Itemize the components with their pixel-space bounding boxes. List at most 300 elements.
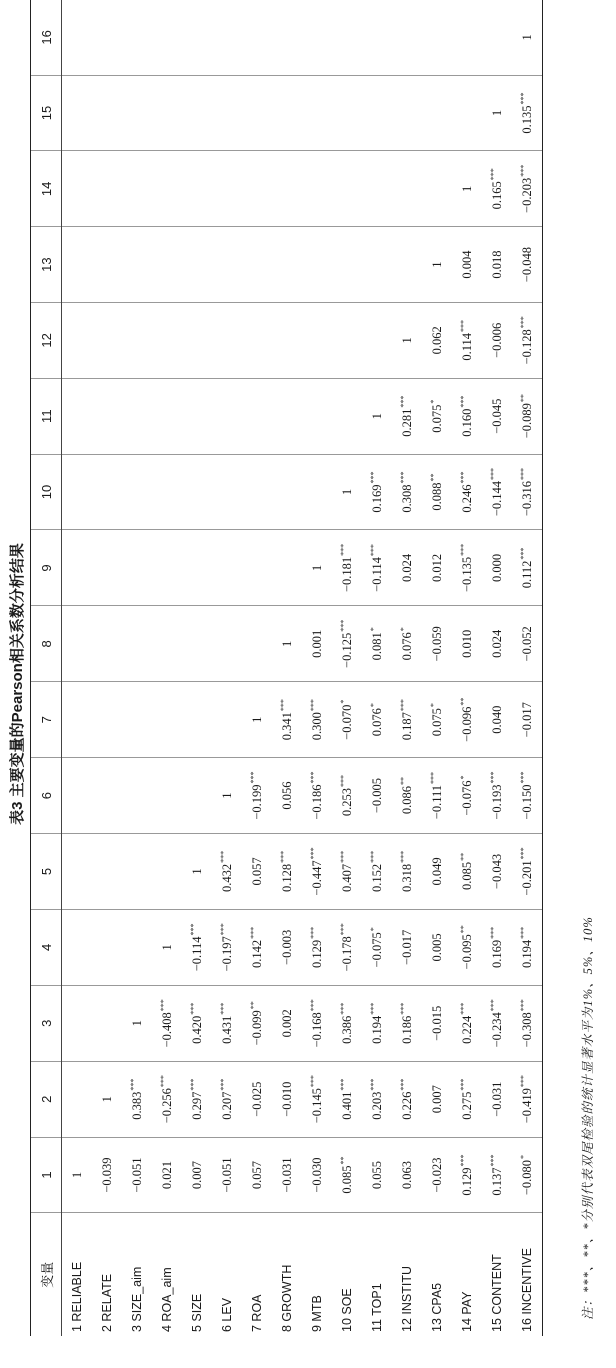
correlation-cell: −0.052 — [512, 606, 543, 682]
variable-name: 2 RELATE — [100, 1273, 114, 1332]
correlation-cell — [302, 454, 332, 530]
correlation-cell: 0.007 — [182, 1137, 212, 1213]
correlation-cell: 1 — [362, 378, 392, 454]
header-col-7: 7 — [31, 682, 62, 758]
correlation-cell: −0.197*** — [212, 909, 242, 985]
correlation-cell — [122, 682, 152, 758]
correlation-cell: 0.112*** — [512, 530, 543, 606]
header-row — [31, 0, 62, 1336]
correlation-cell — [152, 0, 182, 75]
correlation-cell: 0.012 — [422, 530, 452, 606]
correlation-cell: 0.000 — [482, 530, 512, 606]
correlation-cell — [152, 758, 182, 834]
correlation-cell — [92, 682, 122, 758]
correlation-cell: 0.001 — [302, 606, 332, 682]
correlation-cell: 0.275*** — [452, 1061, 482, 1137]
table-row — [512, 0, 543, 1336]
correlation-cell: −0.017 — [512, 682, 543, 758]
correlation-cell — [122, 302, 152, 378]
correlation-cell: 0.246*** — [452, 454, 482, 530]
correlation-cell: −0.099** — [242, 985, 272, 1061]
table-row — [332, 0, 362, 1336]
correlation-cell: −0.017 — [392, 909, 422, 985]
correlation-cell: 0.075* — [422, 378, 452, 454]
variable-name: 8 GROWTH — [280, 1264, 294, 1332]
correlation-cell: −0.075* — [362, 909, 392, 985]
header-variable: 变量 — [31, 1213, 62, 1336]
correlation-cell — [422, 0, 452, 75]
correlation-cell: −0.051 — [212, 1137, 242, 1213]
correlation-cell — [182, 606, 212, 682]
correlation-cell — [242, 378, 272, 454]
correlation-cell: 0.049 — [422, 834, 452, 910]
correlation-cell — [62, 0, 93, 75]
correlation-cell: −0.031 — [272, 1137, 302, 1213]
correlation-cell: −0.234*** — [482, 985, 512, 1061]
correlation-cell — [302, 378, 332, 454]
correlation-cell — [272, 151, 302, 227]
correlation-cell — [152, 834, 182, 910]
correlation-cell: 0.062 — [422, 302, 452, 378]
correlation-cell: 0.420*** — [182, 985, 212, 1061]
correlation-cell: 0.007 — [422, 1061, 452, 1137]
correlation-cell — [272, 454, 302, 530]
correlation-cell: 1 — [212, 758, 242, 834]
correlation-cell: 1 — [512, 0, 543, 75]
correlation-cell: −0.080* — [512, 1137, 543, 1213]
variable-name: 15 CONTENT — [490, 1254, 504, 1332]
correlation-table — [30, 0, 543, 1336]
variable-name: 16 INCENTIVE — [512, 1213, 543, 1336]
header-col-2: 2 — [31, 1061, 62, 1137]
correlation-cell — [92, 606, 122, 682]
correlation-cell: 0.085** — [452, 834, 482, 910]
correlation-cell: 0.002 — [272, 985, 302, 1061]
correlation-cell: −0.125*** — [332, 606, 362, 682]
correlation-cell: 0.005 — [422, 909, 452, 985]
correlation-cell — [302, 0, 332, 75]
correlation-cell — [62, 302, 93, 378]
correlation-cell: −0.193*** — [482, 758, 512, 834]
correlation-cell: 0.152*** — [362, 834, 392, 910]
correlation-cell — [92, 758, 122, 834]
table-row — [302, 0, 332, 1336]
correlation-cell — [302, 302, 332, 378]
correlation-cell: 0.063 — [392, 1137, 422, 1213]
correlation-cell — [392, 227, 422, 303]
correlation-cell: 0.114*** — [452, 302, 482, 378]
correlation-cell: 0.341*** — [272, 682, 302, 758]
table-row — [392, 0, 422, 1336]
correlation-cell — [152, 151, 182, 227]
correlation-cell: 0.431*** — [212, 985, 242, 1061]
correlation-cell: −0.048 — [512, 227, 543, 303]
correlation-cell — [92, 530, 122, 606]
correlation-cell — [62, 227, 93, 303]
correlation-cell — [332, 227, 362, 303]
variable-name: 1 RELIABLE — [70, 1261, 84, 1332]
correlation-cell: 0.081* — [362, 606, 392, 682]
correlation-cell — [62, 151, 93, 227]
correlation-cell — [152, 682, 182, 758]
correlation-cell: 0.018 — [482, 227, 512, 303]
correlation-cell — [332, 378, 362, 454]
header-col-13: 13 — [31, 227, 62, 303]
correlation-cell: −0.144*** — [482, 454, 512, 530]
variable-name: 10 SOE — [340, 1288, 354, 1332]
table-row — [122, 0, 152, 1336]
correlation-cell — [182, 302, 212, 378]
correlation-cell: 1 — [392, 302, 422, 378]
correlation-cell — [92, 227, 122, 303]
correlation-cell — [62, 530, 93, 606]
correlation-cell — [362, 227, 392, 303]
correlation-cell: −0.203*** — [512, 151, 543, 227]
table-row — [272, 0, 302, 1336]
correlation-cell: −0.051 — [122, 1137, 152, 1213]
correlation-cell: 0.165*** — [482, 151, 512, 227]
correlation-cell — [62, 758, 93, 834]
correlation-cell — [392, 75, 422, 151]
correlation-cell: 0.021 — [152, 1137, 182, 1213]
correlation-cell — [332, 75, 362, 151]
correlation-cell: 0.086** — [392, 758, 422, 834]
header-col-9: 9 — [31, 530, 62, 606]
correlation-cell — [422, 75, 452, 151]
header-col-15: 15 — [31, 75, 62, 151]
correlation-cell: −0.089** — [512, 378, 543, 454]
header-col-10: 10 — [31, 454, 62, 530]
correlation-cell: 1 — [332, 454, 362, 530]
table-row — [92, 0, 122, 1336]
correlation-cell — [212, 151, 242, 227]
correlation-cell: 0.076* — [392, 606, 422, 682]
correlation-cell: 1 — [92, 1061, 122, 1137]
correlation-cell — [122, 909, 152, 985]
correlation-cell: −0.145*** — [302, 1061, 332, 1137]
correlation-cell: −0.419*** — [512, 1061, 543, 1137]
correlation-cell — [152, 454, 182, 530]
correlation-cell: −0.095** — [452, 909, 482, 985]
correlation-cell — [212, 454, 242, 530]
correlation-cell: 0.004 — [452, 227, 482, 303]
correlation-cell — [332, 151, 362, 227]
correlation-cell — [92, 75, 122, 151]
correlation-cell: 0.135*** — [512, 75, 543, 151]
correlation-cell — [452, 0, 482, 75]
correlation-cell: −0.030 — [302, 1137, 332, 1213]
table-row — [182, 0, 212, 1336]
correlation-cell: 0.160*** — [452, 378, 482, 454]
header-col-12: 12 — [31, 302, 62, 378]
correlation-cell — [152, 302, 182, 378]
correlation-cell: 0.128*** — [272, 834, 302, 910]
correlation-cell: 0.224*** — [452, 985, 482, 1061]
correlation-cell: 0.075* — [422, 682, 452, 758]
correlation-cell: 0.088** — [422, 454, 452, 530]
correlation-cell: 0.318*** — [392, 834, 422, 910]
correlation-cell — [92, 985, 122, 1061]
correlation-cell — [242, 0, 272, 75]
correlation-cell — [62, 682, 93, 758]
correlation-cell: 0.085** — [332, 1137, 362, 1213]
header-col-8: 8 — [31, 606, 62, 682]
correlation-cell — [182, 530, 212, 606]
correlation-cell: 1 — [152, 909, 182, 985]
correlation-cell — [122, 758, 152, 834]
correlation-cell: 0.308*** — [392, 454, 422, 530]
correlation-cell: 0.281*** — [392, 378, 422, 454]
correlation-cell — [122, 606, 152, 682]
correlation-cell — [62, 985, 93, 1061]
correlation-cell: −0.168*** — [302, 985, 332, 1061]
variable-name: 14 PAY — [460, 1291, 474, 1332]
footnote: 注：***、**、*分别代表双尾检验的统计显著水平为1%、5%、10% — [581, 916, 595, 1320]
correlation-cell: −0.045 — [482, 378, 512, 454]
correlation-cell — [92, 302, 122, 378]
correlation-cell: 0.386*** — [332, 985, 362, 1061]
correlation-cell — [62, 1061, 93, 1137]
correlation-cell: −0.043 — [482, 834, 512, 910]
correlation-cell — [92, 151, 122, 227]
correlation-cell — [122, 227, 152, 303]
correlation-cell — [392, 151, 422, 227]
correlation-cell: 0.024 — [482, 606, 512, 682]
correlation-cell: 0.129*** — [452, 1137, 482, 1213]
correlation-cell — [242, 302, 272, 378]
correlation-cell — [212, 682, 242, 758]
correlation-cell — [362, 151, 392, 227]
correlation-cell — [242, 606, 272, 682]
correlation-cell — [122, 75, 152, 151]
correlation-cell — [182, 378, 212, 454]
header-col-6: 6 — [31, 758, 62, 834]
correlation-cell: −0.059 — [422, 606, 452, 682]
correlation-cell — [152, 530, 182, 606]
correlation-cell: −0.076* — [452, 758, 482, 834]
correlation-cell — [212, 227, 242, 303]
correlation-cell: −0.114*** — [362, 530, 392, 606]
correlation-cell: 0.432*** — [212, 834, 242, 910]
correlation-cell — [62, 75, 93, 151]
correlation-cell: −0.006 — [482, 302, 512, 378]
correlation-cell — [182, 75, 212, 151]
correlation-cell: 1 — [122, 985, 152, 1061]
header-col-4: 4 — [31, 909, 62, 985]
variable-name: 3 SIZE_aim — [130, 1266, 144, 1332]
correlation-cell — [182, 758, 212, 834]
correlation-cell: −0.114*** — [182, 909, 212, 985]
correlation-cell: −0.070* — [332, 682, 362, 758]
correlation-cell — [362, 302, 392, 378]
correlation-cell — [182, 227, 212, 303]
correlation-cell — [122, 378, 152, 454]
correlation-cell: −0.316*** — [512, 454, 543, 530]
correlation-cell: 0.297*** — [182, 1061, 212, 1137]
correlation-cell: −0.199*** — [242, 758, 272, 834]
correlation-cell: 0.169*** — [482, 909, 512, 985]
correlation-cell — [62, 378, 93, 454]
correlation-cell — [92, 909, 122, 985]
correlation-cell — [482, 0, 512, 75]
correlation-cell: −0.015 — [422, 985, 452, 1061]
header-col-11: 11 — [31, 378, 62, 454]
correlation-cell: −0.010 — [272, 1061, 302, 1137]
variable-name: 5 SIZE — [190, 1293, 204, 1332]
correlation-cell — [332, 302, 362, 378]
correlation-cell: −0.096** — [452, 682, 482, 758]
correlation-cell: −0.181*** — [332, 530, 362, 606]
correlation-cell: 0.194*** — [512, 909, 543, 985]
correlation-cell: 0.056 — [272, 758, 302, 834]
correlation-cell: −0.256*** — [152, 1061, 182, 1137]
correlation-cell: 1 — [422, 227, 452, 303]
header-col-5: 5 — [31, 834, 62, 910]
correlation-cell: −0.005 — [362, 758, 392, 834]
correlation-cell: 0.203*** — [362, 1061, 392, 1137]
correlation-cell — [452, 75, 482, 151]
correlation-cell: −0.186*** — [302, 758, 332, 834]
correlation-cell — [272, 0, 302, 75]
correlation-cell — [182, 454, 212, 530]
correlation-cell: 0.407*** — [332, 834, 362, 910]
correlation-cell: 1 — [242, 682, 272, 758]
correlation-cell: 0.194*** — [362, 985, 392, 1061]
header-col-3: 3 — [31, 985, 62, 1061]
correlation-cell — [272, 227, 302, 303]
correlation-cell: 0.057 — [242, 834, 272, 910]
header-col-16: 16 — [31, 0, 62, 75]
correlation-cell: −0.003 — [272, 909, 302, 985]
correlation-cell — [242, 530, 272, 606]
table-row — [152, 0, 182, 1336]
correlation-cell — [182, 0, 212, 75]
correlation-cell: 0.186*** — [392, 985, 422, 1061]
correlation-cell — [272, 302, 302, 378]
correlation-cell: 0.401*** — [332, 1061, 362, 1137]
correlation-cell: 0.076* — [362, 682, 392, 758]
correlation-cell — [272, 378, 302, 454]
correlation-cell: −0.308*** — [512, 985, 543, 1061]
correlation-cell — [182, 151, 212, 227]
correlation-cell — [302, 151, 332, 227]
correlation-cell — [362, 0, 392, 75]
table-row — [62, 0, 93, 1336]
correlation-cell: 0.010 — [452, 606, 482, 682]
table-row — [242, 0, 272, 1336]
correlation-cell: −0.111*** — [422, 758, 452, 834]
correlation-cell: −0.031 — [482, 1061, 512, 1137]
variable-name: 4 ROA_aim — [160, 1267, 174, 1332]
correlation-cell — [212, 378, 242, 454]
table-row — [212, 0, 242, 1336]
table-row — [452, 0, 482, 1336]
correlation-cell — [152, 75, 182, 151]
correlation-cell: 0.142*** — [242, 909, 272, 985]
correlation-cell: 0.129*** — [302, 909, 332, 985]
correlation-cell: −0.178*** — [332, 909, 362, 985]
correlation-cell — [242, 454, 272, 530]
correlation-cell: −0.025 — [242, 1061, 272, 1137]
correlation-cell — [152, 227, 182, 303]
correlation-cell — [272, 75, 302, 151]
correlation-cell — [92, 378, 122, 454]
correlation-cell: 1 — [272, 606, 302, 682]
correlation-cell: 0.057 — [242, 1137, 272, 1213]
table-row — [482, 0, 512, 1336]
correlation-cell — [302, 75, 332, 151]
correlation-cell — [212, 302, 242, 378]
correlation-cell: −0.150*** — [512, 758, 543, 834]
correlation-cell: −0.039 — [92, 1137, 122, 1213]
correlation-cell — [122, 530, 152, 606]
correlation-cell: 0.300*** — [302, 682, 332, 758]
correlation-cell: 1 — [182, 834, 212, 910]
variable-name: 9 MTB — [310, 1295, 324, 1332]
table-row — [422, 0, 452, 1336]
correlation-cell — [242, 227, 272, 303]
correlation-cell — [182, 682, 212, 758]
correlation-cell: −0.128*** — [512, 302, 543, 378]
correlation-cell: 0.253*** — [332, 758, 362, 834]
correlation-cell — [362, 75, 392, 151]
variable-name: 11 TOP1 — [370, 1283, 384, 1332]
correlation-cell — [422, 151, 452, 227]
correlation-cell: −0.135*** — [452, 530, 482, 606]
correlation-cell — [332, 0, 362, 75]
correlation-cell: 0.187*** — [392, 682, 422, 758]
correlation-cell — [92, 834, 122, 910]
correlation-cell — [122, 151, 152, 227]
correlation-cell: 1 — [482, 75, 512, 151]
correlation-cell: 1 — [302, 530, 332, 606]
correlation-cell — [92, 454, 122, 530]
correlation-cell — [212, 75, 242, 151]
correlation-cell — [212, 530, 242, 606]
correlation-cell — [302, 227, 332, 303]
correlation-cell — [392, 0, 422, 75]
correlation-cell: 1 — [452, 151, 482, 227]
correlation-cell: −0.408*** — [152, 985, 182, 1061]
correlation-cell: 1 — [62, 1137, 93, 1213]
correlation-cell — [122, 0, 152, 75]
correlation-cell: 0.226*** — [392, 1061, 422, 1137]
correlation-cell: 0.024 — [392, 530, 422, 606]
correlation-cell — [62, 834, 93, 910]
correlation-cell: −0.201*** — [512, 834, 543, 910]
correlation-cell: 0.137*** — [482, 1137, 512, 1213]
correlation-cell — [62, 606, 93, 682]
correlation-cell — [212, 606, 242, 682]
correlation-cell: 0.383*** — [122, 1061, 152, 1137]
correlation-cell — [92, 0, 122, 75]
correlation-cell — [62, 909, 93, 985]
correlation-cell — [242, 75, 272, 151]
correlation-cell: 0.055 — [362, 1137, 392, 1213]
variable-name: 12 INSTITU — [400, 1266, 414, 1332]
table-row — [362, 0, 392, 1336]
header-col-1: 1 — [31, 1137, 62, 1213]
correlation-cell: 0.040 — [482, 682, 512, 758]
correlation-cell — [272, 530, 302, 606]
correlation-cell — [242, 151, 272, 227]
correlation-cell — [62, 454, 93, 530]
variable-name: 13 CPA5 — [430, 1282, 444, 1332]
table-title: 表3 主要变量的Pearson相关系数分析结果 — [9, 543, 26, 825]
correlation-cell — [152, 606, 182, 682]
header-col-14: 14 — [31, 151, 62, 227]
correlation-cell — [152, 378, 182, 454]
